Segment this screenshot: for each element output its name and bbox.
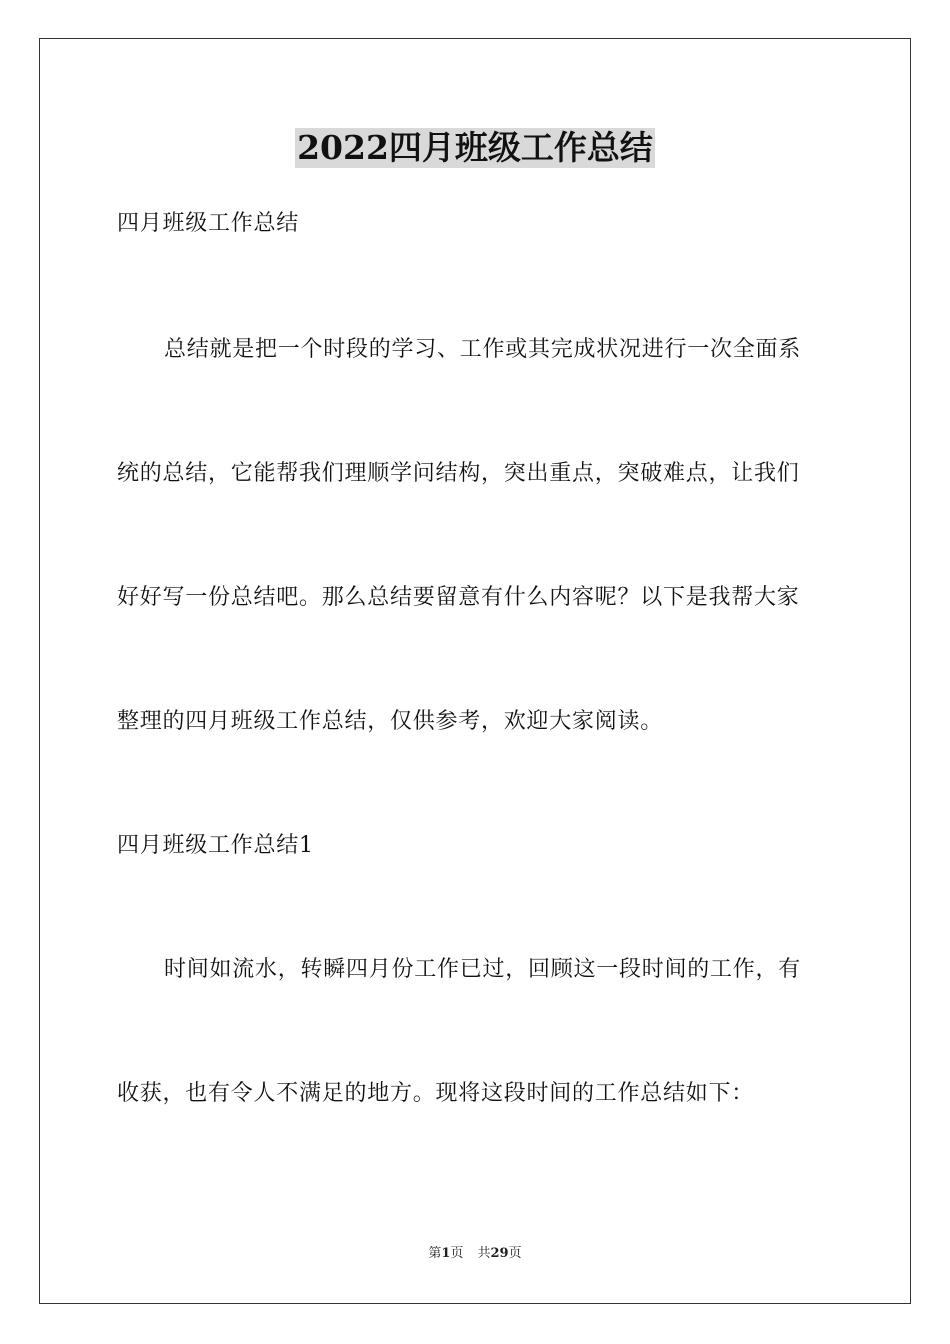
title-container [0,128,950,168]
paragraph-line-1: 总结就是把一个时段的学习、工作或其完成状况进行一次全面系 [164,337,802,362]
total-prefix: 共 [477,1246,491,1261]
total-pages: 29 [490,1246,509,1261]
page-prefix: 第 [428,1246,442,1261]
page-suffix: 页 [450,1246,464,1261]
page-current: 1 [441,1246,451,1261]
total-suffix: 页 [508,1246,522,1261]
section-paragraph-line-2: 收获，也有令人不满足的地方。现将这段时间的工作总结如下： [117,1081,755,1106]
paragraph-line-3: 好好写一份总结吧。那么总结要留意有什么内容呢？以下是我帮大家 [117,585,800,610]
paragraph-line-2: 统的总结，它能帮我们理顺学问结构，突出重点，突破难点，让我们 [117,461,800,486]
section-paragraph-line-1: 时间如流水，转瞬四月份工作已过，回顾这一段时间的工作，有 [164,957,802,982]
page-footer [0,1245,950,1263]
paragraph-line-4: 整理的四月班级工作总结，仅供参考，欢迎大家阅读。 [117,709,664,734]
section-heading: 四月班级工作总结1 [117,833,314,858]
document-title: 2022四月班级工作总结 [297,128,653,167]
document-subtitle: 四月班级工作总结 [117,211,300,236]
